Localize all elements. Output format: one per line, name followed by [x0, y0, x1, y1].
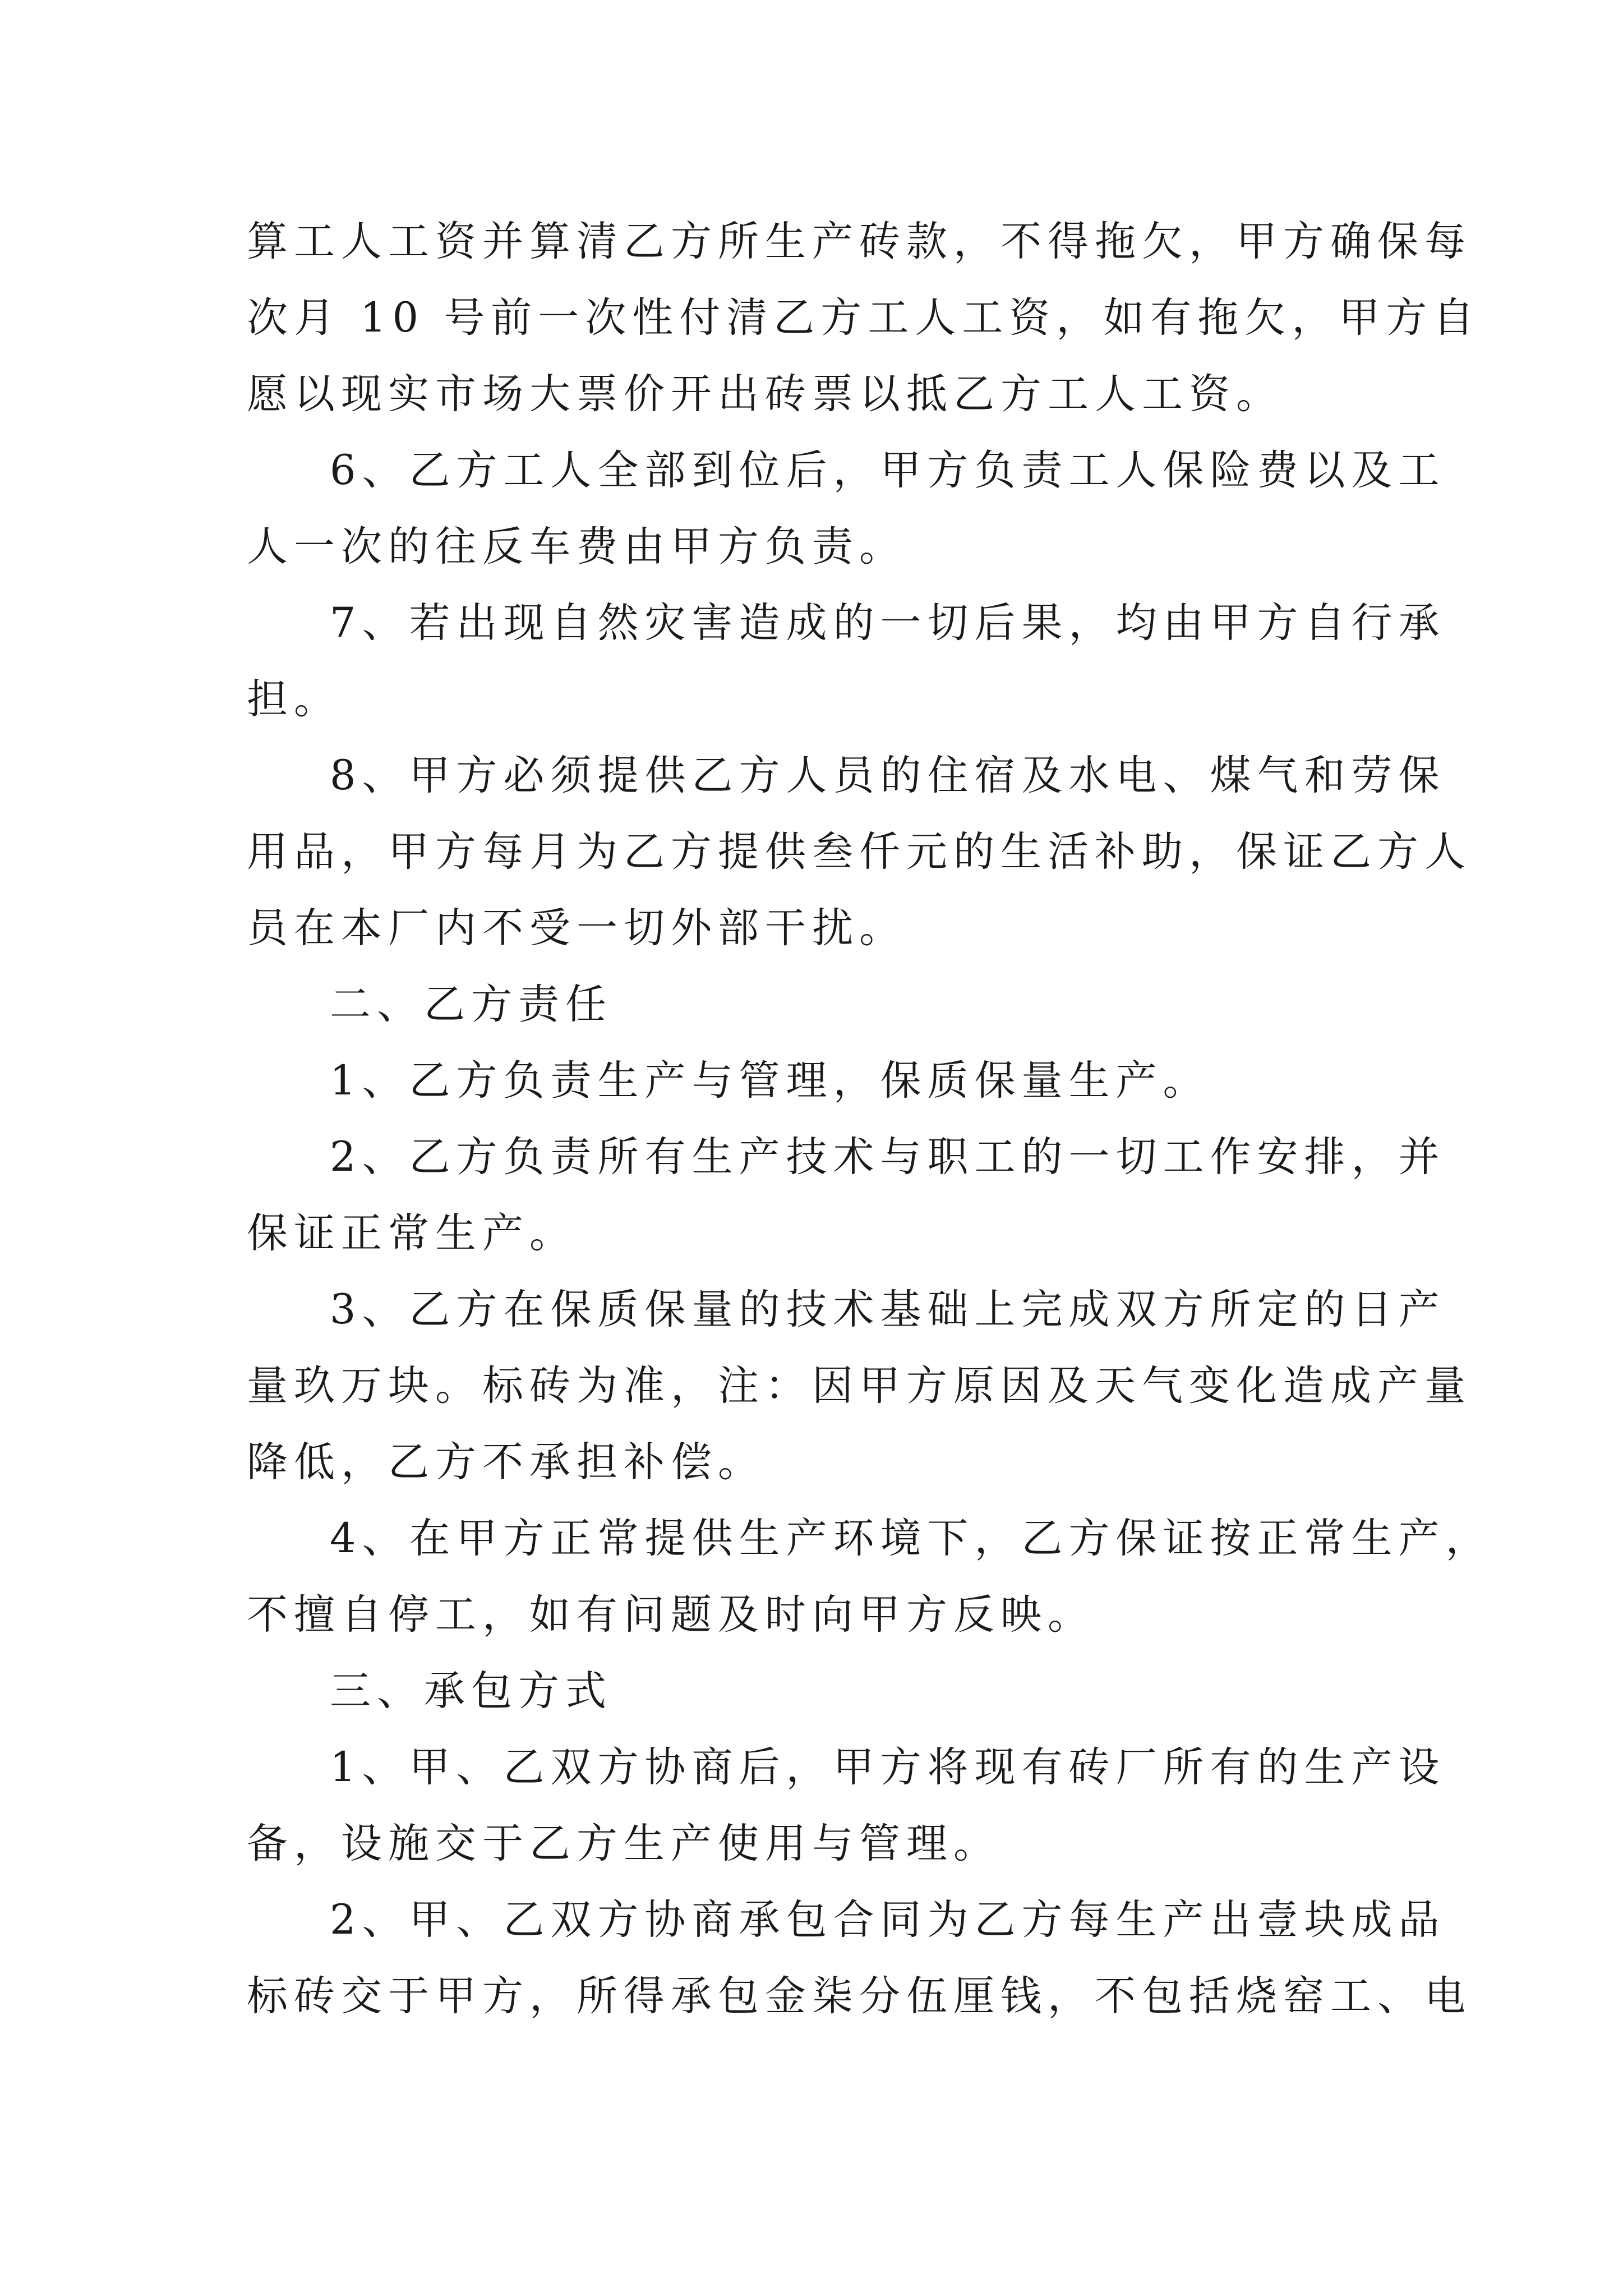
section-heading: 二、乙方责任 — [330, 981, 612, 1028]
text-line: 担。 — [247, 675, 341, 723]
text-line: 备，设施交于乙方生产使用与管理。 — [247, 1820, 1000, 1867]
text-line: 人一次的往反车费由甲方负责。 — [247, 523, 906, 570]
text-line: 标砖交于甲方，所得承包金柒分伍厘钱，不包括烧窑工、电 — [247, 1972, 1472, 2020]
text-line: 次月 10 号前一次性付清乙方工人工资，如有拖欠，甲方自 — [247, 294, 1481, 342]
text-line: 量玖万块。标砖为准，注：因甲方原因及天气变化造成产量 — [247, 1362, 1472, 1410]
text-line: 保证正常生产。 — [247, 1209, 577, 1257]
text-line: 员在本厂内不受一切外部干扰。 — [247, 904, 906, 952]
paragraph-start-line: 7、若出现自然灾害造成的一切后果，均由甲方自行承 — [330, 599, 1446, 647]
text-line: 用品，甲方每月为乙方提供叁仟元的生活补助，保证乙方人 — [247, 828, 1472, 876]
paragraph-start-line: 8、甲方必须提供乙方人员的住宿及水电、煤气和劳保 — [330, 752, 1446, 799]
paragraph-start-line: 6、乙方工人全部到位后，甲方负责工人保险费以及工 — [330, 447, 1446, 494]
text-line: 不擅自停工，如有问题及时向甲方反映。 — [247, 1591, 1095, 1639]
paragraph-start-line: 2、甲、乙双方协商承包合同为乙方每生产出壹块成品 — [330, 1896, 1446, 1944]
text-line: 愿以现实市场大票价开出砖票以抵乙方工人工资。 — [247, 370, 1283, 418]
section-heading: 三、承包方式 — [330, 1667, 612, 1715]
paragraph-start-line: 3、乙方在保质保量的技术基础上完成双方所定的日产 — [330, 1286, 1446, 1333]
paragraph-start-line: 4、在甲方正常提供生产环境下，乙方保证按正常生产， — [330, 1515, 1493, 1562]
paragraph-start-line: 2、乙方负责所有生产技术与职工的一切工作安排，并 — [330, 1133, 1446, 1181]
paragraph-start-line: 1、甲、乙双方协商后，甲方将现有砖厂所有的生产设 — [330, 1743, 1446, 1791]
text-line: 降低，乙方不承担补偿。 — [247, 1438, 765, 1486]
text-line: 算工人工资并算清乙方所生产砖款，不得拖欠，甲方确保每 — [247, 218, 1472, 265]
paragraph-start-line: 1、乙方负责生产与管理，保质保量生产。 — [330, 1057, 1210, 1105]
